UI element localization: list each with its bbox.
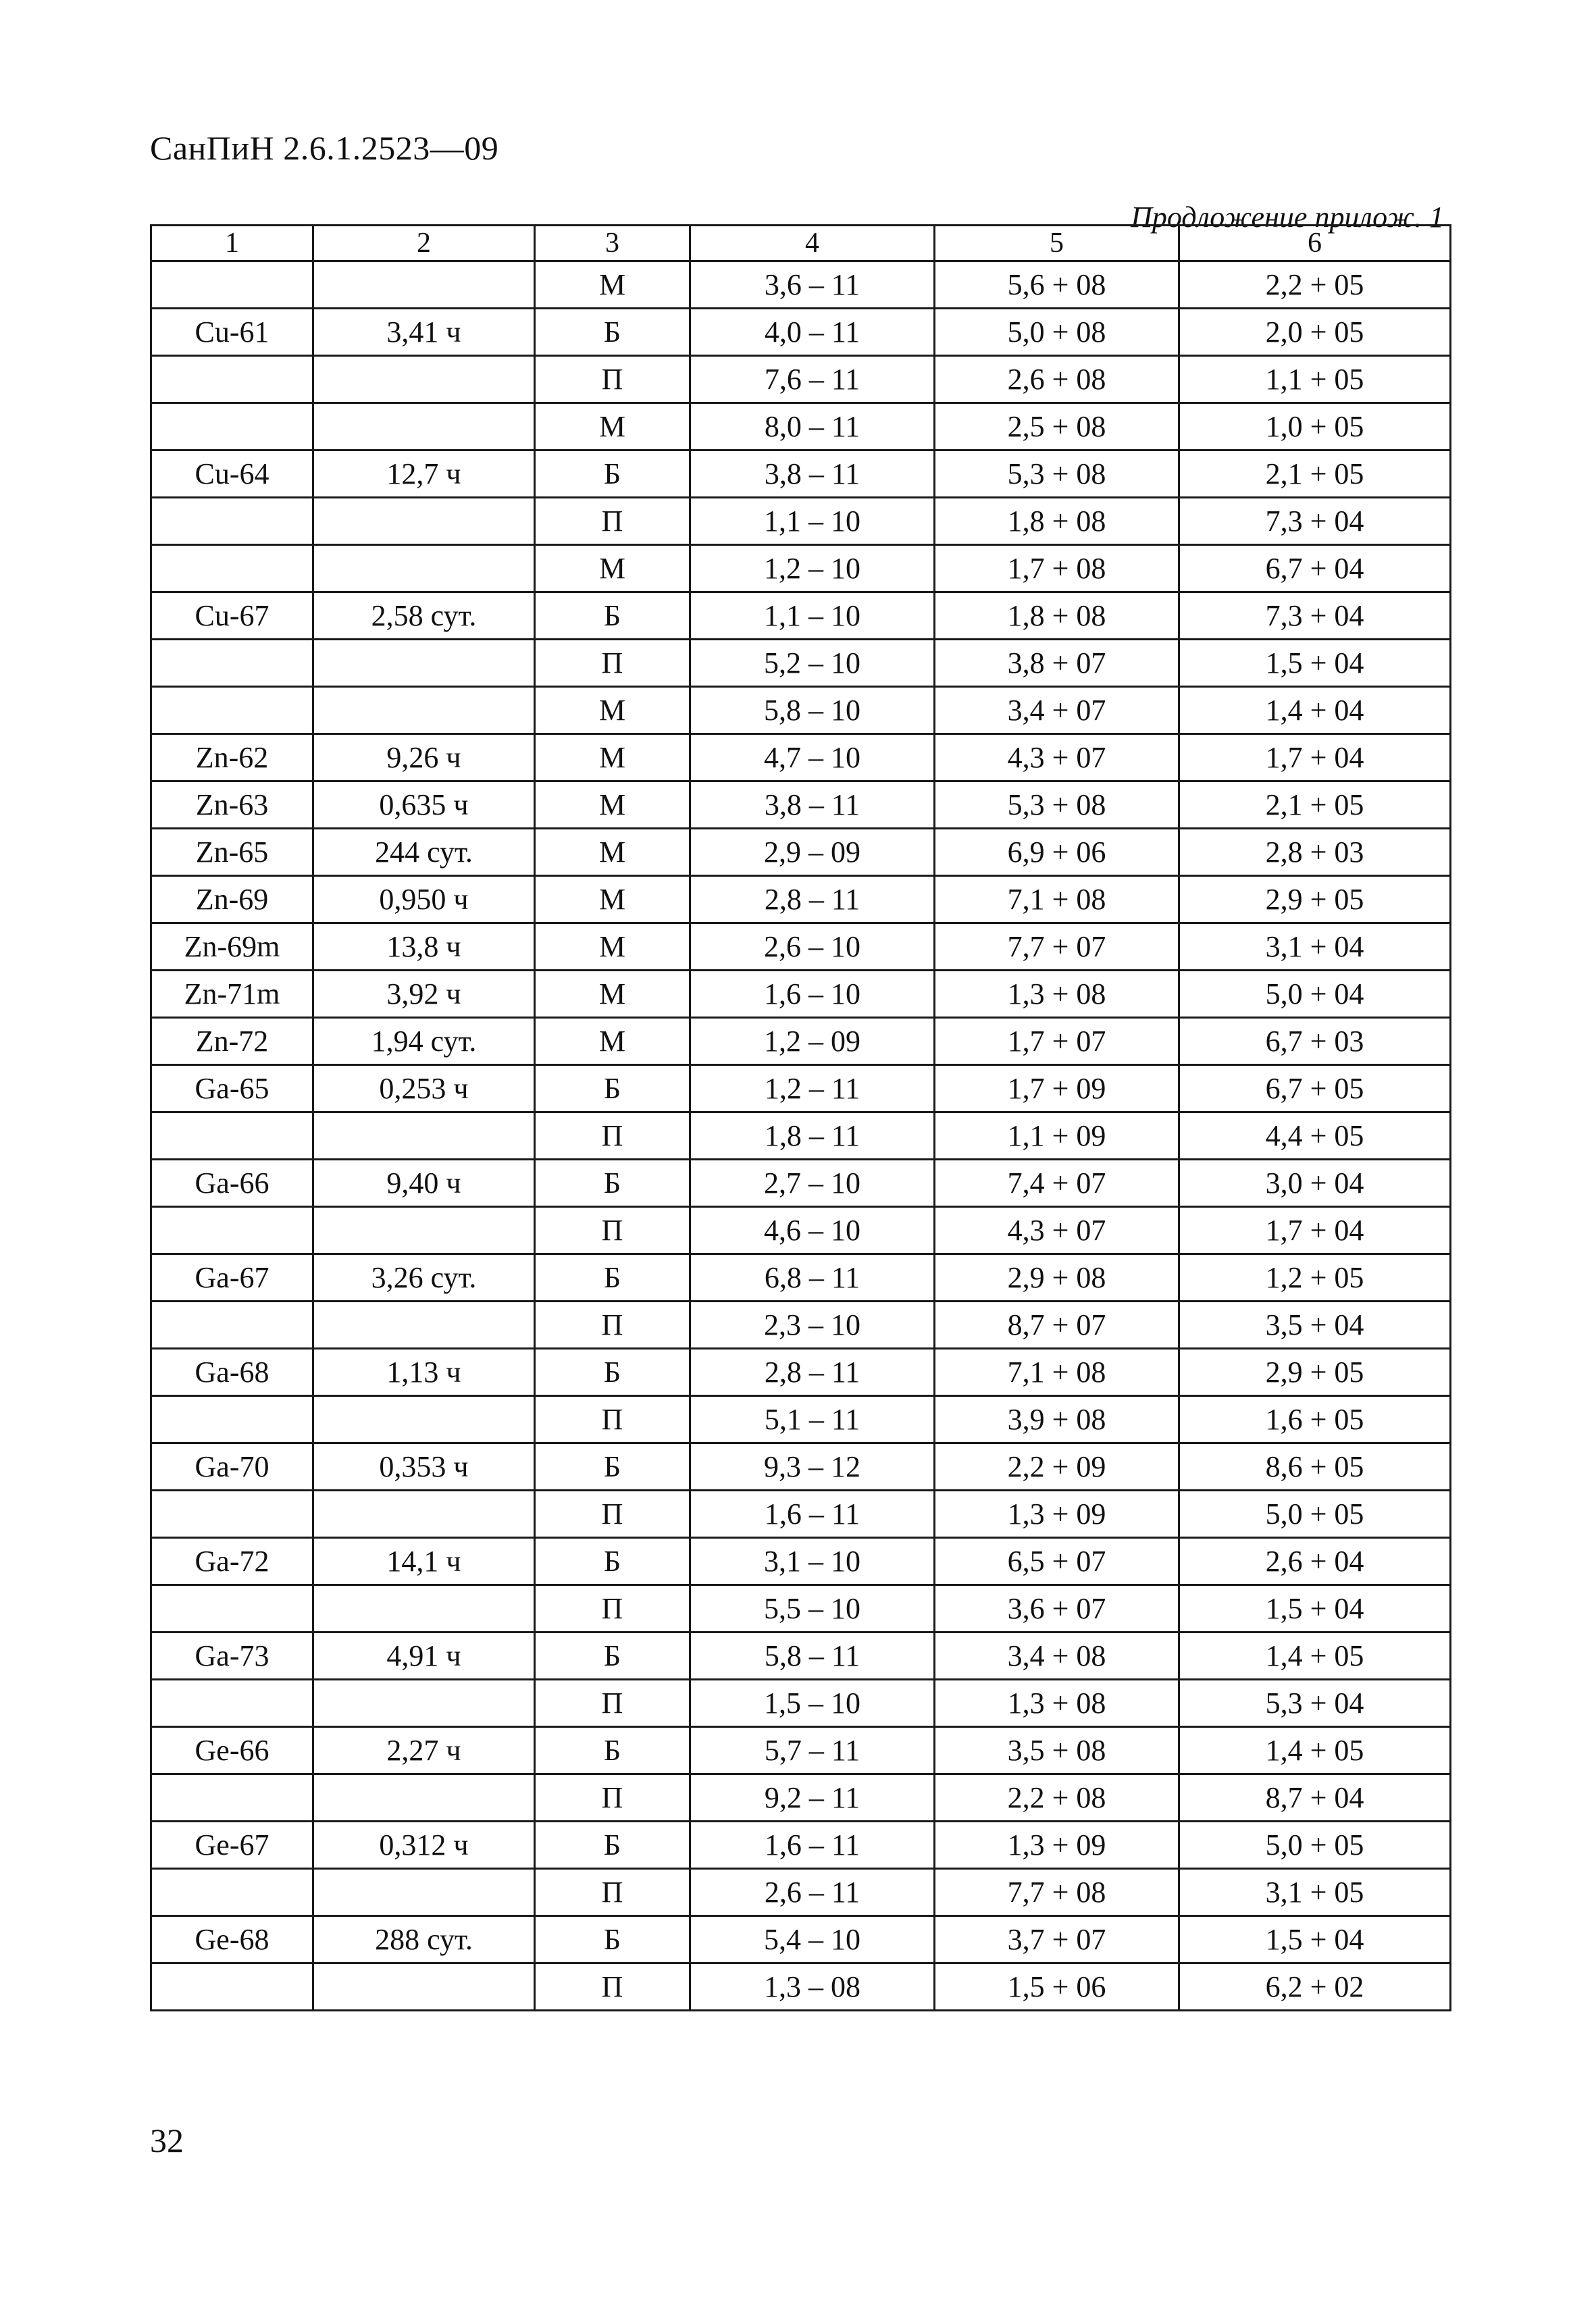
half-life-cell: 12,7 ч [313, 451, 535, 498]
half-life-cell: 0,312 ч [313, 1822, 535, 1869]
nuclide-cell: Ge-67 [151, 1822, 313, 1869]
value-cell: 3,7 + 07 [935, 1916, 1179, 1963]
half-life-cell [313, 687, 535, 734]
value-cell: 5,3 + 08 [935, 781, 1179, 829]
half-life-cell [313, 545, 535, 592]
nuclide-cell: Ga-73 [151, 1632, 313, 1680]
half-life-cell [313, 640, 535, 687]
table-row [151, 1254, 1451, 1302]
nuclide-cell [151, 1680, 313, 1727]
value-cell: 1,5 – 10 [690, 1680, 935, 1727]
type-cell: Б [535, 451, 690, 498]
value-cell: 2,7 – 10 [690, 1160, 935, 1207]
value-cell: 3,1 + 05 [1179, 1869, 1451, 1916]
type-cell: Б [535, 1254, 690, 1302]
nuclide-cell [151, 1585, 313, 1632]
value-cell: 3,6 + 07 [935, 1585, 1179, 1632]
value-cell: 4,7 – 10 [690, 734, 935, 781]
nuclide-cell [151, 545, 313, 592]
table-row [151, 1112, 1451, 1160]
type-cell: П [535, 1585, 690, 1632]
nuclide-cell [151, 1112, 313, 1160]
type-cell: Б [535, 1822, 690, 1869]
table-row [151, 309, 1451, 356]
value-cell: 2,2 + 08 [935, 1774, 1179, 1822]
nuclide-cell [151, 1396, 313, 1443]
nuclide-cell: Ga-67 [151, 1254, 313, 1302]
table-row [151, 356, 1451, 403]
table-row [151, 1727, 1451, 1774]
value-cell: 3,4 + 07 [935, 687, 1179, 734]
table-row [151, 1396, 1451, 1443]
table-row [151, 829, 1451, 876]
table-row [151, 1018, 1451, 1065]
value-cell: 2,9 – 09 [690, 829, 935, 876]
half-life-cell: 3,92 ч [313, 971, 535, 1018]
value-cell: 5,7 – 11 [690, 1727, 935, 1774]
value-cell: 1,3 – 08 [690, 1963, 935, 2011]
value-cell: 5,3 + 04 [1179, 1680, 1451, 1727]
value-cell: 2,6 + 08 [935, 356, 1179, 403]
value-cell: 1,3 + 09 [935, 1822, 1179, 1869]
value-cell: 2,8 + 03 [1179, 829, 1451, 876]
value-cell: 7,1 + 08 [935, 1349, 1179, 1396]
type-cell: М [535, 734, 690, 781]
half-life-cell [313, 1112, 535, 1160]
half-life-cell [313, 1869, 535, 1916]
table-row [151, 498, 1451, 545]
half-life-cell: 3,41 ч [313, 309, 535, 356]
type-cell: П [535, 1963, 690, 2011]
value-cell: 1,8 + 08 [935, 592, 1179, 640]
value-cell: 4,4 + 05 [1179, 1112, 1451, 1160]
table-row [151, 1916, 1451, 1963]
table-row [151, 876, 1451, 923]
table-row [151, 1302, 1451, 1349]
document-code: СанПиН 2.6.1.2523—09 [150, 129, 499, 167]
value-cell: 7,3 + 04 [1179, 498, 1451, 545]
type-cell: М [535, 781, 690, 829]
table-row [151, 640, 1451, 687]
value-cell: 1,1 – 10 [690, 498, 935, 545]
value-cell: 8,0 – 11 [690, 403, 935, 451]
nuclide-table [150, 224, 1451, 2011]
half-life-cell: 13,8 ч [313, 923, 535, 971]
nuclide-cell: Ga-65 [151, 1065, 313, 1112]
type-cell: М [535, 1018, 690, 1065]
value-cell: 1,5 + 06 [935, 1963, 1179, 2011]
half-life-cell: 0,635 ч [313, 781, 535, 829]
nuclide-cell: Zn-71m [151, 971, 313, 1018]
nuclide-cell [151, 403, 313, 451]
half-life-cell: 3,26 сут. [313, 1254, 535, 1302]
value-cell: 1,5 + 04 [1179, 1916, 1451, 1963]
half-life-cell [313, 1207, 535, 1254]
half-life-cell: 9,40 ч [313, 1160, 535, 1207]
value-cell: 7,1 + 08 [935, 876, 1179, 923]
half-life-cell: 288 сут. [313, 1916, 535, 1963]
value-cell: 1,3 + 08 [935, 971, 1179, 1018]
value-cell: 2,6 – 11 [690, 1869, 935, 1916]
value-cell: 2,9 + 05 [1179, 1349, 1451, 1396]
nuclide-cell [151, 687, 313, 734]
nuclide-cell [151, 1963, 313, 2011]
type-cell: М [535, 923, 690, 971]
nuclide-cell: Ga-70 [151, 1443, 313, 1491]
nuclide-cell: Cu-61 [151, 309, 313, 356]
value-cell: 5,6 + 08 [935, 261, 1179, 309]
value-cell: 2,1 + 05 [1179, 451, 1451, 498]
table-row [151, 1632, 1451, 1680]
value-cell: 9,3 – 12 [690, 1443, 935, 1491]
value-cell: 3,0 + 04 [1179, 1160, 1451, 1207]
nuclide-cell [151, 1207, 313, 1254]
half-life-cell: 0,950 ч [313, 876, 535, 923]
value-cell: 1,2 – 11 [690, 1065, 935, 1112]
nuclide-cell: Zn-69m [151, 923, 313, 971]
value-cell: 7,7 + 07 [935, 923, 1179, 971]
value-cell: 3,9 + 08 [935, 1396, 1179, 1443]
table-row [151, 1443, 1451, 1491]
value-cell: 1,7 + 09 [935, 1065, 1179, 1112]
table-row [151, 1963, 1451, 2011]
type-cell: П [535, 1302, 690, 1349]
table-row [151, 545, 1451, 592]
value-cell: 5,8 – 11 [690, 1632, 935, 1680]
nuclide-cell [151, 1302, 313, 1349]
half-life-cell: 4,91 ч [313, 1632, 535, 1680]
half-life-cell [313, 1963, 535, 2011]
table-row [151, 1065, 1451, 1112]
value-cell: 1,1 – 10 [690, 592, 935, 640]
half-life-cell: 0,253 ч [313, 1065, 535, 1112]
value-cell: 1,3 + 08 [935, 1680, 1179, 1727]
value-cell: 7,6 – 11 [690, 356, 935, 403]
type-cell: Б [535, 1065, 690, 1112]
type-cell: Б [535, 1632, 690, 1680]
value-cell: 2,8 – 11 [690, 1349, 935, 1396]
table-row [151, 261, 1451, 309]
table-row [151, 923, 1451, 971]
type-cell: П [535, 1869, 690, 1916]
value-cell: 5,0 + 05 [1179, 1822, 1451, 1869]
table-row [151, 592, 1451, 640]
value-cell: 1,8 + 08 [935, 498, 1179, 545]
nuclide-cell: Ge-66 [151, 1727, 313, 1774]
value-cell: 8,7 + 07 [935, 1302, 1179, 1349]
nuclide-cell: Zn-63 [151, 781, 313, 829]
table-row [151, 1491, 1451, 1538]
value-cell: 1,4 + 05 [1179, 1727, 1451, 1774]
table-header-row [151, 226, 1451, 261]
nuclide-cell: Cu-67 [151, 592, 313, 640]
nuclide-cell [151, 498, 313, 545]
type-cell: Б [535, 1349, 690, 1396]
type-cell: П [535, 1774, 690, 1822]
value-cell: 1,7 + 08 [935, 545, 1179, 592]
value-cell: 1,6 + 05 [1179, 1396, 1451, 1443]
value-cell: 1,4 + 04 [1179, 687, 1451, 734]
half-life-cell [313, 1585, 535, 1632]
value-cell: 5,1 – 11 [690, 1396, 935, 1443]
value-cell: 7,3 + 04 [1179, 592, 1451, 640]
value-cell: 3,1 – 10 [690, 1538, 935, 1585]
value-cell: 8,7 + 04 [1179, 1774, 1451, 1822]
type-cell: М [535, 971, 690, 1018]
value-cell: 1,8 – 11 [690, 1112, 935, 1160]
nuclide-cell [151, 1869, 313, 1916]
type-cell: М [535, 687, 690, 734]
table-row [151, 781, 1451, 829]
value-cell: 5,0 + 08 [935, 309, 1179, 356]
value-cell: 6,7 + 04 [1179, 545, 1451, 592]
table-row [151, 734, 1451, 781]
type-cell: Б [535, 1160, 690, 1207]
value-cell: 4,6 – 10 [690, 1207, 935, 1254]
half-life-cell: 244 сут. [313, 829, 535, 876]
value-cell: 6,2 + 02 [1179, 1963, 1451, 2011]
value-cell: 6,7 + 05 [1179, 1065, 1451, 1112]
table-row [151, 687, 1451, 734]
type-cell: П [535, 640, 690, 687]
value-cell: 1,6 – 11 [690, 1822, 935, 1869]
nuclide-cell [151, 356, 313, 403]
value-cell: 1,6 – 11 [690, 1491, 935, 1538]
value-cell: 1,7 + 07 [935, 1018, 1179, 1065]
table-row [151, 971, 1451, 1018]
value-cell: 9,2 – 11 [690, 1774, 935, 1822]
table-row [151, 451, 1451, 498]
value-cell: 1,4 + 05 [1179, 1632, 1451, 1680]
value-cell: 6,9 + 06 [935, 829, 1179, 876]
continuation-label: Продложение прилож. 1 [1131, 201, 1444, 234]
nuclide-cell: Ge-68 [151, 1916, 313, 1963]
value-cell: 4,0 – 11 [690, 309, 935, 356]
half-life-cell [313, 498, 535, 545]
value-cell: 2,5 + 08 [935, 403, 1179, 451]
type-cell: М [535, 545, 690, 592]
value-cell: 4,3 + 07 [935, 1207, 1179, 1254]
nuclide-cell [151, 1491, 313, 1538]
value-cell: 1,2 – 09 [690, 1018, 935, 1065]
value-cell: 1,6 – 10 [690, 971, 935, 1018]
value-cell: 2,1 + 05 [1179, 781, 1451, 829]
value-cell: 3,8 + 07 [935, 640, 1179, 687]
nuclide-cell: Ga-68 [151, 1349, 313, 1396]
value-cell: 2,0 + 05 [1179, 309, 1451, 356]
value-cell: 2,3 – 10 [690, 1302, 935, 1349]
table-row [151, 403, 1451, 451]
value-cell: 3,8 – 11 [690, 781, 935, 829]
nuclide-cell [151, 640, 313, 687]
type-cell: П [535, 1680, 690, 1727]
value-cell: 5,0 + 04 [1179, 971, 1451, 1018]
half-life-cell: 2,27 ч [313, 1727, 535, 1774]
half-life-cell [313, 1302, 535, 1349]
table-row [151, 1774, 1451, 1822]
value-cell: 2,2 + 09 [935, 1443, 1179, 1491]
half-life-cell: 2,58 сут. [313, 592, 535, 640]
value-cell: 1,0 + 05 [1179, 403, 1451, 451]
half-life-cell [313, 356, 535, 403]
type-cell: Б [535, 309, 690, 356]
column-header: 6 [1179, 226, 1451, 261]
type-cell: М [535, 829, 690, 876]
half-life-cell [313, 1774, 535, 1822]
nuclide-cell: Zn-69 [151, 876, 313, 923]
type-cell: Б [535, 1916, 690, 1963]
nuclide-cell: Zn-65 [151, 829, 313, 876]
value-cell: 1,1 + 05 [1179, 356, 1451, 403]
half-life-cell [313, 261, 535, 309]
column-header: 2 [313, 226, 535, 261]
value-cell: 2,6 – 10 [690, 923, 935, 971]
nuclide-cell: Zn-72 [151, 1018, 313, 1065]
value-cell: 5,3 + 08 [935, 451, 1179, 498]
nuclide-cell: Ga-72 [151, 1538, 313, 1585]
half-life-cell [313, 1491, 535, 1538]
page-number: 32 [150, 2122, 184, 2159]
table-row [151, 1349, 1451, 1396]
type-cell: П [535, 356, 690, 403]
value-cell: 2,8 – 11 [690, 876, 935, 923]
type-cell: Б [535, 1538, 690, 1585]
value-cell: 6,8 – 11 [690, 1254, 935, 1302]
value-cell: 3,5 + 04 [1179, 1302, 1451, 1349]
value-cell: 1,2 – 10 [690, 545, 935, 592]
table-row [151, 1822, 1451, 1869]
type-cell: Б [535, 1727, 690, 1774]
nuclide-cell [151, 261, 313, 309]
half-life-cell [313, 403, 535, 451]
type-cell: М [535, 876, 690, 923]
value-cell: 6,7 + 03 [1179, 1018, 1451, 1065]
value-cell: 2,9 + 05 [1179, 876, 1451, 923]
column-header: 1 [151, 226, 313, 261]
value-cell: 5,5 – 10 [690, 1585, 935, 1632]
half-life-cell: 0,353 ч [313, 1443, 535, 1491]
value-cell: 2,6 + 04 [1179, 1538, 1451, 1585]
value-cell: 6,5 + 07 [935, 1538, 1179, 1585]
value-cell: 1,5 + 04 [1179, 640, 1451, 687]
value-cell: 2,2 + 05 [1179, 261, 1451, 309]
type-cell: П [535, 1112, 690, 1160]
value-cell: 3,1 + 04 [1179, 923, 1451, 971]
table-row [151, 1680, 1451, 1727]
value-cell: 5,8 – 10 [690, 687, 935, 734]
value-cell: 1,7 + 04 [1179, 734, 1451, 781]
value-cell: 7,4 + 07 [935, 1160, 1179, 1207]
half-life-cell [313, 1396, 535, 1443]
table-row [151, 1869, 1451, 1916]
table-row [151, 1585, 1451, 1632]
nuclide-cell: Zn-62 [151, 734, 313, 781]
half-life-cell: 1,94 сут. [313, 1018, 535, 1065]
type-cell: М [535, 403, 690, 451]
half-life-cell: 9,26 ч [313, 734, 535, 781]
value-cell: 1,3 + 09 [935, 1491, 1179, 1538]
value-cell: 2,9 + 08 [935, 1254, 1179, 1302]
type-cell: П [535, 1396, 690, 1443]
value-cell: 1,2 + 05 [1179, 1254, 1451, 1302]
half-life-cell [313, 1680, 535, 1727]
type-cell: М [535, 261, 690, 309]
type-cell: П [535, 1207, 690, 1254]
half-life-cell: 14,1 ч [313, 1538, 535, 1585]
value-cell: 1,7 + 04 [1179, 1207, 1451, 1254]
value-cell: 7,7 + 08 [935, 1869, 1179, 1916]
value-cell: 3,5 + 08 [935, 1727, 1179, 1774]
value-cell: 5,4 – 10 [690, 1916, 935, 1963]
column-header: 5 [935, 226, 1179, 261]
table-row [151, 1538, 1451, 1585]
column-header: 4 [690, 226, 935, 261]
value-cell: 3,6 – 11 [690, 261, 935, 309]
half-life-cell: 1,13 ч [313, 1349, 535, 1396]
value-cell: 3,4 + 08 [935, 1632, 1179, 1680]
value-cell: 5,2 – 10 [690, 640, 935, 687]
column-header: 3 [535, 226, 690, 261]
nuclide-cell: Cu-64 [151, 451, 313, 498]
type-cell: П [535, 498, 690, 545]
nuclide-cell: Ga-66 [151, 1160, 313, 1207]
type-cell: Б [535, 592, 690, 640]
value-cell: 1,5 + 04 [1179, 1585, 1451, 1632]
type-cell: Б [535, 1443, 690, 1491]
nuclide-cell [151, 1774, 313, 1822]
value-cell: 3,8 – 11 [690, 451, 935, 498]
value-cell: 5,0 + 05 [1179, 1491, 1451, 1538]
table-row [151, 1207, 1451, 1254]
value-cell: 8,6 + 05 [1179, 1443, 1451, 1491]
type-cell: П [535, 1491, 690, 1538]
value-cell: 4,3 + 07 [935, 734, 1179, 781]
table-row [151, 1160, 1451, 1207]
value-cell: 1,1 + 09 [935, 1112, 1179, 1160]
